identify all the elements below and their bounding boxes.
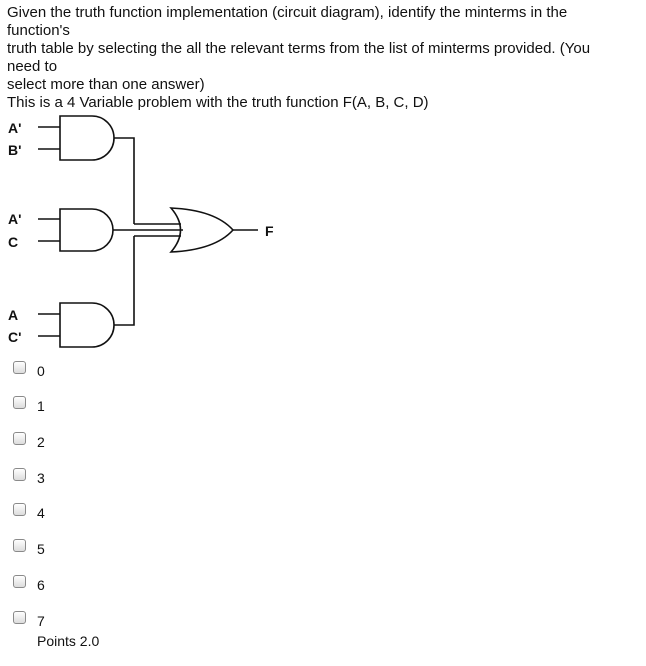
checkbox-4[interactable] <box>13 503 26 516</box>
or-gate <box>171 208 233 252</box>
option-1-label: 1 <box>37 398 45 414</box>
option-4-label: 4 <box>37 505 45 521</box>
checkbox-7[interactable] <box>13 611 26 624</box>
output-label: F <box>265 223 274 239</box>
checkbox-0[interactable] <box>13 361 26 374</box>
question-line: truth table by selecting the all the relevant terms from the list of minterms provided. (You <box>7 40 591 57</box>
gate3-input-c-label: C' <box>8 329 22 345</box>
and-gate-1 <box>60 116 114 160</box>
points-value: Points 2.0 <box>37 633 100 649</box>
checkbox-6[interactable] <box>13 575 26 588</box>
option-3-label: 3 <box>37 470 45 486</box>
checkbox-1[interactable] <box>13 396 26 409</box>
option-2-label: 2 <box>37 434 45 450</box>
question-text <box>7 4 637 112</box>
option-5-label: 5 <box>37 541 45 557</box>
gate2-input-c-label: C <box>8 234 19 250</box>
checkbox-3[interactable] <box>13 468 26 481</box>
option-6-label: 6 <box>37 577 45 593</box>
gate1-input-a-label: A' <box>8 120 22 136</box>
gate3-input-a-label: A <box>8 307 19 323</box>
question-line: This is a 4 Variable problem with the truth function F(A, B, C, D) <box>7 94 429 111</box>
circuit-diagram <box>0 112 300 356</box>
gate1-input-b-label: B' <box>8 142 22 158</box>
checkbox-5[interactable] <box>13 539 26 552</box>
question-line: need to <box>7 58 58 75</box>
question-line: Given the truth function implementation (circuit diagram), identify the minterms in the <box>7 4 568 21</box>
and-gate-3 <box>60 303 114 347</box>
and-gate-2 <box>60 209 113 251</box>
option-0-label: 0 <box>37 363 45 379</box>
question-line: function's <box>7 22 70 39</box>
question-line: select more than one answer) <box>7 76 205 93</box>
checkbox-2[interactable] <box>13 432 26 445</box>
option-7-label: 7 <box>37 613 45 629</box>
gate2-input-a-label: A' <box>8 211 22 227</box>
